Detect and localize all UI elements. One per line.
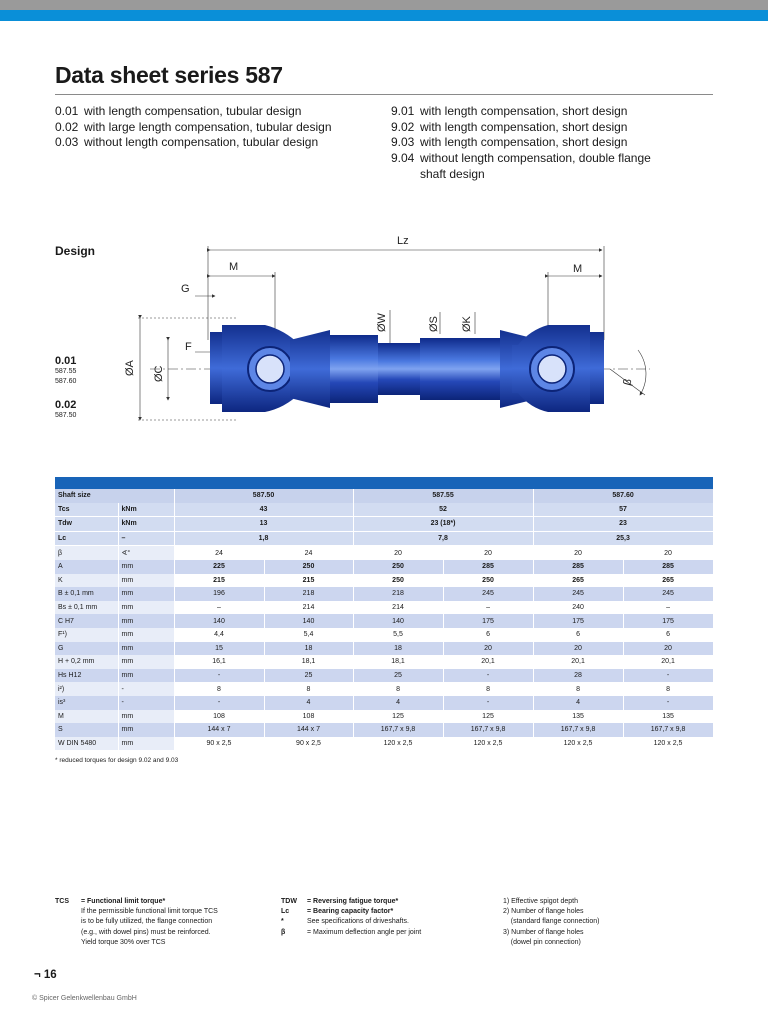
legend-text: = Reversing fatigue torque*	[307, 898, 399, 905]
shaft-size-value: 587.50	[174, 489, 353, 503]
label-w: ØW	[376, 313, 388, 332]
legend-symbol: *	[281, 918, 284, 926]
row-symbol: S	[55, 723, 118, 737]
cell-value: -	[443, 669, 533, 683]
cell-value: 6	[623, 628, 713, 642]
cell-value: -	[174, 669, 264, 683]
table-row	[55, 587, 713, 601]
cell-value: 90 x 2,5	[264, 737, 353, 751]
row-symbol: i²)	[55, 682, 118, 696]
legend-note: (standard flange connection)	[503, 918, 600, 926]
driveshaft-drawing	[0, 0, 768, 470]
specification-table	[55, 477, 713, 750]
legend-symbol	[55, 907, 81, 917]
cell-value: 20	[443, 546, 533, 560]
row-unit: mm	[118, 574, 174, 588]
cell-value: 120 x 2,5	[353, 737, 443, 751]
design-code: 9.02	[391, 119, 415, 134]
cell-value: 6	[533, 628, 623, 642]
table-row	[55, 546, 713, 560]
legend-left	[55, 897, 218, 948]
cell-value: 23	[533, 517, 713, 532]
cell-value: 245	[443, 587, 533, 601]
table-row	[55, 669, 713, 683]
design-text: shaft design	[420, 166, 485, 181]
table-footnote: * reduced torques for design 9.02 and 9.03	[55, 757, 179, 764]
cell-value: 167,7 x 9,8	[353, 723, 443, 737]
row-symbol: Tdw	[55, 517, 118, 532]
cell-value: 215	[174, 574, 264, 588]
page-number: ¬ 16	[34, 969, 57, 981]
cell-value: 20,1	[623, 655, 713, 669]
cell-value: 144 x 7	[264, 723, 353, 737]
cell-value: 175	[443, 614, 533, 628]
legend-text: = Bearing capacity factor*	[307, 908, 394, 916]
label-lz: Lz	[397, 235, 409, 247]
cell-value: 120 x 2,5	[623, 737, 713, 751]
cell-value: –	[174, 601, 264, 615]
legend-symbol	[55, 938, 81, 948]
copyright-note: © Spicer Gelenkwellenbau GmbH	[32, 995, 137, 1002]
legend-note: 1) Effective spigot depth	[503, 898, 578, 905]
label-m-left: M	[229, 261, 239, 273]
row-unit: kNm	[118, 517, 174, 532]
cell-value: 8	[623, 682, 713, 696]
cell-value: 43	[174, 503, 353, 517]
cell-value: -	[623, 669, 713, 683]
cell-value: 1,8	[174, 531, 353, 546]
legend-note: 2) Number of flange holes	[503, 908, 584, 916]
row-symbol: A	[55, 560, 118, 574]
cell-value: 250	[443, 574, 533, 588]
label-g: G	[181, 283, 190, 295]
cell-value: 215	[264, 574, 353, 588]
cell-value: 23 (18*)	[353, 517, 533, 532]
variant-001-label: 0.01	[55, 355, 77, 367]
design-text: with length compensation, short design	[420, 104, 628, 118]
row-symbol: W DIN 5480	[55, 737, 118, 751]
table-row	[55, 489, 713, 503]
legend-line	[55, 938, 218, 948]
cell-value: 20	[533, 546, 623, 560]
cell-value: 8	[264, 682, 353, 696]
table-header-bar	[55, 477, 713, 489]
label-c: ØC	[153, 365, 165, 382]
row-unit: mm	[118, 560, 174, 574]
cell-value: 20,1	[533, 655, 623, 669]
design-heading: Design	[55, 244, 96, 258]
legend-symbol: Lc	[281, 908, 290, 916]
table-row	[55, 517, 713, 532]
row-unit: mm	[118, 601, 174, 615]
cell-value: 18	[353, 642, 443, 656]
row-unit: mm	[118, 642, 174, 656]
row-symbol: G	[55, 642, 118, 656]
cell-value: 167,7 x 9,8	[533, 723, 623, 737]
row-unit: mm	[118, 710, 174, 724]
shaft-size-value: 587.55	[353, 489, 533, 503]
cell-value: 18	[264, 642, 353, 656]
cell-value: 285	[443, 560, 533, 574]
cell-value: 25	[353, 669, 443, 683]
cell-value: 285	[623, 560, 713, 574]
row-symbol: β	[55, 546, 118, 560]
cell-value: 57	[533, 503, 713, 517]
row-symbol: C H7	[55, 614, 118, 628]
cell-value: 265	[623, 574, 713, 588]
shaft-size-value: 587.60	[533, 489, 713, 503]
cell-value: 250	[353, 560, 443, 574]
row-unit: kNm	[118, 503, 174, 517]
row-symbol: is³	[55, 696, 118, 710]
legend-line	[281, 928, 421, 938]
cell-value: 4	[533, 696, 623, 710]
cell-value: 18,1	[264, 655, 353, 669]
table-row	[55, 574, 713, 588]
legend-symbol	[55, 928, 81, 938]
cell-value: 120 x 2,5	[443, 737, 533, 751]
cell-value: 24	[264, 546, 353, 560]
table-row	[55, 723, 713, 737]
cell-value: 214	[353, 601, 443, 615]
cell-value: 6	[443, 628, 533, 642]
cell-value: 8	[443, 682, 533, 696]
cell-value: 167,7 x 9,8	[623, 723, 713, 737]
design-code: 0.02	[55, 119, 79, 134]
legend-right	[503, 897, 600, 948]
row-unit: ∢°	[118, 546, 174, 560]
cell-value: 20	[623, 546, 713, 560]
label-s: ØS	[428, 316, 440, 332]
design-text: without length compensation, tubular design	[84, 135, 319, 150]
cell-value: 8	[533, 682, 623, 696]
row-symbol: Tcs	[55, 503, 118, 517]
legend-text: Yield torque 30% over TCS	[81, 938, 166, 946]
design-text: without length compensation, double flange	[420, 151, 651, 166]
spec-table	[55, 489, 714, 750]
cell-value: 108	[174, 710, 264, 724]
cell-value: –	[443, 601, 533, 615]
cell-value: 218	[353, 587, 443, 601]
design-text: with length compensation, tubular design	[84, 104, 302, 118]
cell-value: 20	[443, 642, 533, 656]
legend-text: = Functional limit torque*	[81, 898, 166, 905]
cell-value: 5,4	[264, 628, 353, 642]
cell-value: 7,8	[353, 531, 533, 546]
row-symbol: B ± 0,1 mm	[55, 587, 118, 601]
cell-value: 120 x 2,5	[533, 737, 623, 751]
label-f: F	[185, 341, 192, 353]
cell-value: 90 x 2,5	[174, 737, 264, 751]
table-row	[55, 560, 713, 574]
cell-value: 175	[623, 614, 713, 628]
cell-value: 175	[533, 614, 623, 628]
row-unit: mm	[118, 628, 174, 642]
cell-value: 5,5	[353, 628, 443, 642]
cell-value: 108	[264, 710, 353, 724]
row-unit: -	[118, 682, 174, 696]
design-code: 9.03	[391, 135, 415, 150]
driveshaft-body	[210, 325, 604, 412]
cell-value: 4	[353, 696, 443, 710]
cell-value: 140	[174, 614, 264, 628]
table-row	[55, 628, 713, 642]
cell-value: 140	[264, 614, 353, 628]
cell-value: 140	[353, 614, 443, 628]
legend-line	[281, 897, 421, 907]
cell-value: 25,3	[533, 531, 713, 546]
design-code: 9.04	[391, 151, 415, 166]
row-symbol: K	[55, 574, 118, 588]
table-row	[55, 655, 713, 669]
variant-size: 587.60	[55, 377, 77, 385]
cell-value: 135	[533, 710, 623, 724]
table-row	[55, 696, 713, 710]
legend-text: = Maximum deflection angle per joint	[307, 928, 422, 936]
legend-note: 3) Number of flange holes	[503, 928, 584, 936]
cell-value: 265	[533, 574, 623, 588]
legend-text: (e.g., with dowel pins) must be reinforced.	[81, 928, 211, 936]
legend-symbol	[55, 917, 81, 927]
table-row	[55, 601, 713, 615]
legend-text: If the permissible functional limit torque TCS	[81, 908, 218, 916]
table-row	[55, 710, 713, 724]
legend-symbol: TCS	[55, 898, 69, 905]
row-symbol: Hs H12	[55, 669, 118, 683]
row-unit: mm	[118, 737, 174, 751]
design-text: with length compensation, short design	[420, 119, 628, 134]
row-unit: mm	[118, 614, 174, 628]
cell-value: 20	[353, 546, 443, 560]
cell-value: –	[623, 601, 713, 615]
page-title: Data sheet series 587	[55, 62, 283, 88]
cell-value: 4,4	[174, 628, 264, 642]
legend-symbol: TDW	[281, 898, 297, 905]
row-unit: mm	[118, 587, 174, 601]
cell-value: 285	[533, 560, 623, 574]
variant-002-label: 0.02	[55, 399, 77, 411]
legend-text: is to be fully utilized, the flange connection	[81, 918, 213, 926]
cell-value: 245	[533, 587, 623, 601]
cell-value: 250	[264, 560, 353, 574]
row-unit: –	[118, 531, 174, 546]
table-row	[55, 614, 713, 628]
row-unit: -	[118, 696, 174, 710]
cell-value: 4	[264, 696, 353, 710]
cell-value: 24	[174, 546, 264, 560]
cell-value: 214	[264, 601, 353, 615]
legend-line	[55, 917, 218, 927]
table-row	[55, 737, 713, 751]
cell-value: 20,1	[443, 655, 533, 669]
legend-line	[281, 917, 421, 927]
legend-line	[55, 897, 218, 907]
shaft-size-label: Shaft size	[55, 489, 174, 503]
cell-value: 125	[443, 710, 533, 724]
cell-value: 8	[174, 682, 264, 696]
legend-mid	[281, 897, 421, 938]
row-symbol: Bs ± 0,1 mm	[55, 601, 118, 615]
cell-value: 16,1	[174, 655, 264, 669]
cell-value: 52	[353, 503, 533, 517]
variant-size: 587.55	[55, 368, 77, 375]
cell-value: 218	[264, 587, 353, 601]
cell-value: 20	[533, 642, 623, 656]
label-m-right: M	[573, 263, 583, 275]
cell-value: 135	[623, 710, 713, 724]
row-symbol: H + 0,2 mm	[55, 655, 118, 669]
legend-symbol: β	[281, 928, 286, 936]
cell-value: 245	[623, 587, 713, 601]
cell-value: 8	[353, 682, 443, 696]
row-unit: mm	[118, 655, 174, 669]
row-symbol: Lc	[55, 531, 118, 546]
cell-value: 18,1	[353, 655, 443, 669]
label-beta: β	[621, 377, 635, 387]
legend-line	[55, 928, 218, 938]
cell-value: 196	[174, 587, 264, 601]
cell-value: 20	[623, 642, 713, 656]
variant-size: 587.50	[55, 412, 77, 419]
label-k: ØK	[461, 316, 473, 332]
cell-value: 167,7 x 9,8	[443, 723, 533, 737]
design-code: 0.01	[55, 104, 79, 118]
design-code: 0.03	[55, 135, 79, 150]
cell-value: -	[623, 696, 713, 710]
cell-value: -	[174, 696, 264, 710]
row-symbol: M	[55, 710, 118, 724]
cell-value: 25	[264, 669, 353, 683]
table-row	[55, 503, 713, 517]
cell-value: 225	[174, 560, 264, 574]
cell-value: 15	[174, 642, 264, 656]
table-row	[55, 531, 713, 546]
cell-value: 240	[533, 601, 623, 615]
row-unit: mm	[118, 669, 174, 683]
cell-value: 125	[353, 710, 443, 724]
cell-value: 250	[353, 574, 443, 588]
design-text: with large length compensation, tubular design	[84, 119, 332, 134]
design-code: 9.01	[391, 104, 415, 118]
table-row	[55, 682, 713, 696]
cell-value: 28	[533, 669, 623, 683]
design-text: with length compensation, short design	[420, 135, 628, 150]
table-row	[55, 642, 713, 656]
cell-value: 144 x 7	[174, 723, 264, 737]
legend-line	[281, 907, 421, 917]
row-unit: mm	[118, 723, 174, 737]
legend-line	[55, 907, 218, 917]
legend-note: (dowel pin connection)	[503, 938, 581, 946]
label-a: ØA	[124, 360, 136, 376]
cell-value: 13	[174, 517, 353, 532]
row-symbol: F¹)	[55, 628, 118, 642]
cell-value: -	[443, 696, 533, 710]
legend-text: See specifications of driveshafts.	[307, 918, 409, 926]
